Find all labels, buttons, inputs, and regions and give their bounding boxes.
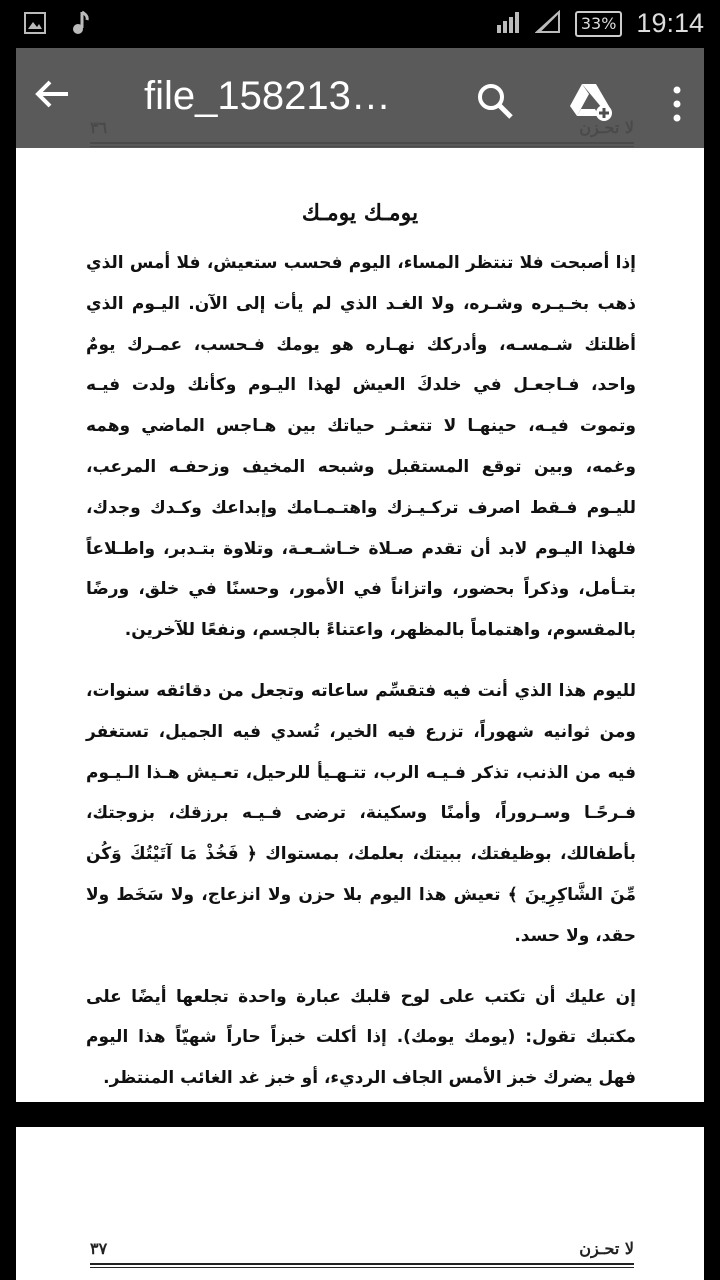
no-signal-icon: [535, 10, 561, 38]
battery-indicator: 33%: [575, 11, 623, 37]
paragraph-text: تعيش هذا اليوم بلا حزن ولا انزعاج، ولا سَخَط ولا حقد، ولا حسد.: [86, 884, 636, 946]
music-note-icon: [70, 10, 90, 40]
clock: 19:14: [636, 8, 704, 38]
header-rule: [90, 1263, 634, 1268]
add-to-drive-button[interactable]: [568, 82, 614, 126]
paragraph: إن عليك أن تكتب على لوح قلبك عبارة واحدة تجلعها أيضًا على مكتبك تقول: (يومك يومك). إذا أكلت خبزاً حاراً شهيّاً هذا اليوم فهل يضرك خبز الأمس الجاف الرديء، أو خبز غد الغائب المنتظر.: [86, 986, 636, 1089]
signal-icon: [495, 11, 521, 37]
status-bar: [0, 0, 720, 48]
drive-add-icon: [568, 82, 614, 122]
article-heading: يومـك يومـك: [301, 200, 419, 226]
search-button[interactable]: [476, 82, 514, 124]
file-title: file_158213…: [144, 74, 391, 118]
viewer-toolbar: [16, 48, 704, 148]
more-vert-icon: [672, 86, 682, 122]
article-body: [86, 243, 636, 1119]
back-button[interactable]: [34, 76, 70, 119]
document-page: [16, 1127, 704, 1280]
quran-verse: ﴿ فَخُذْ مَا آتَيْتُكَ وَكُن مِّنَ الشَّاكِرِينَ ﴾: [86, 844, 636, 905]
page-number: ٣٧: [90, 1239, 108, 1258]
arrow-back-icon: [34, 76, 70, 112]
image-notification-icon: [24, 12, 46, 38]
paragraph: [86, 671, 636, 957]
paragraph-text: لليوم هذا الذي أنت فيه فتقسِّم ساعاته وتجعل من دقائقه سنوات، ومن ثوانيه شهوراً، تزرع فيه الخير، تُسدي فيه الجميل، تستغفر فيه من الذنب، تذكر فـيـه الرب، تتـهـيأ للرحيل، تعـيش هـذا الـيـوم فـرحًـا وسـروراً، وأمنًا وسكينة، ترضى فـيـه برزقك، بزوجتك، بأطفالك، بوظيفتك، ببيتك، بعلمك، بمستواك: [86, 680, 637, 865]
book-title: لا تحـزن: [579, 1239, 634, 1258]
search-icon: [476, 82, 514, 120]
paragraph: إذا أصبحت فلا تنتظر المساء، اليوم فحسب ستعيش، فلا أمس الذي ذهب بخـيـره وشـره، ولا الغـد الذي لم يأت إلى الآن. اليـوم الذي أظلتك شـمسـه، وأدركك نهـاره هو يومك فـحسب، عمـرك يومٌ واحد، فـاجعـل في خلدكَ العيش لهذا اليـوم وكأنك ولدت فيـه وتموت فيـه، حينهـا لا تتعثـر حياتك بين هـاجس الماضي وهمه وغمه، وبين توقع المستقبل وشبحه المخيف وزحفـه المرعب، لليـوم فـقط اصرف تركـيـزك واهتـمـامك وإبداعك وكـدك وجدك، فلهذا اليـوم لابد أن تقدم صـلاة خـاشـعـة، وتلاوة بتـدبر، واطـلاعاً بتـأمل، وذكراً بحضور، واتزاناً في الأمور، وحسنًا في خلق، ورضًا بالمقسوم، واهتماماً بالمظهر، واعتناءً بالجسم، ونفعًا للآخرين.: [86, 253, 636, 641]
more-options-button[interactable]: [672, 86, 682, 126]
